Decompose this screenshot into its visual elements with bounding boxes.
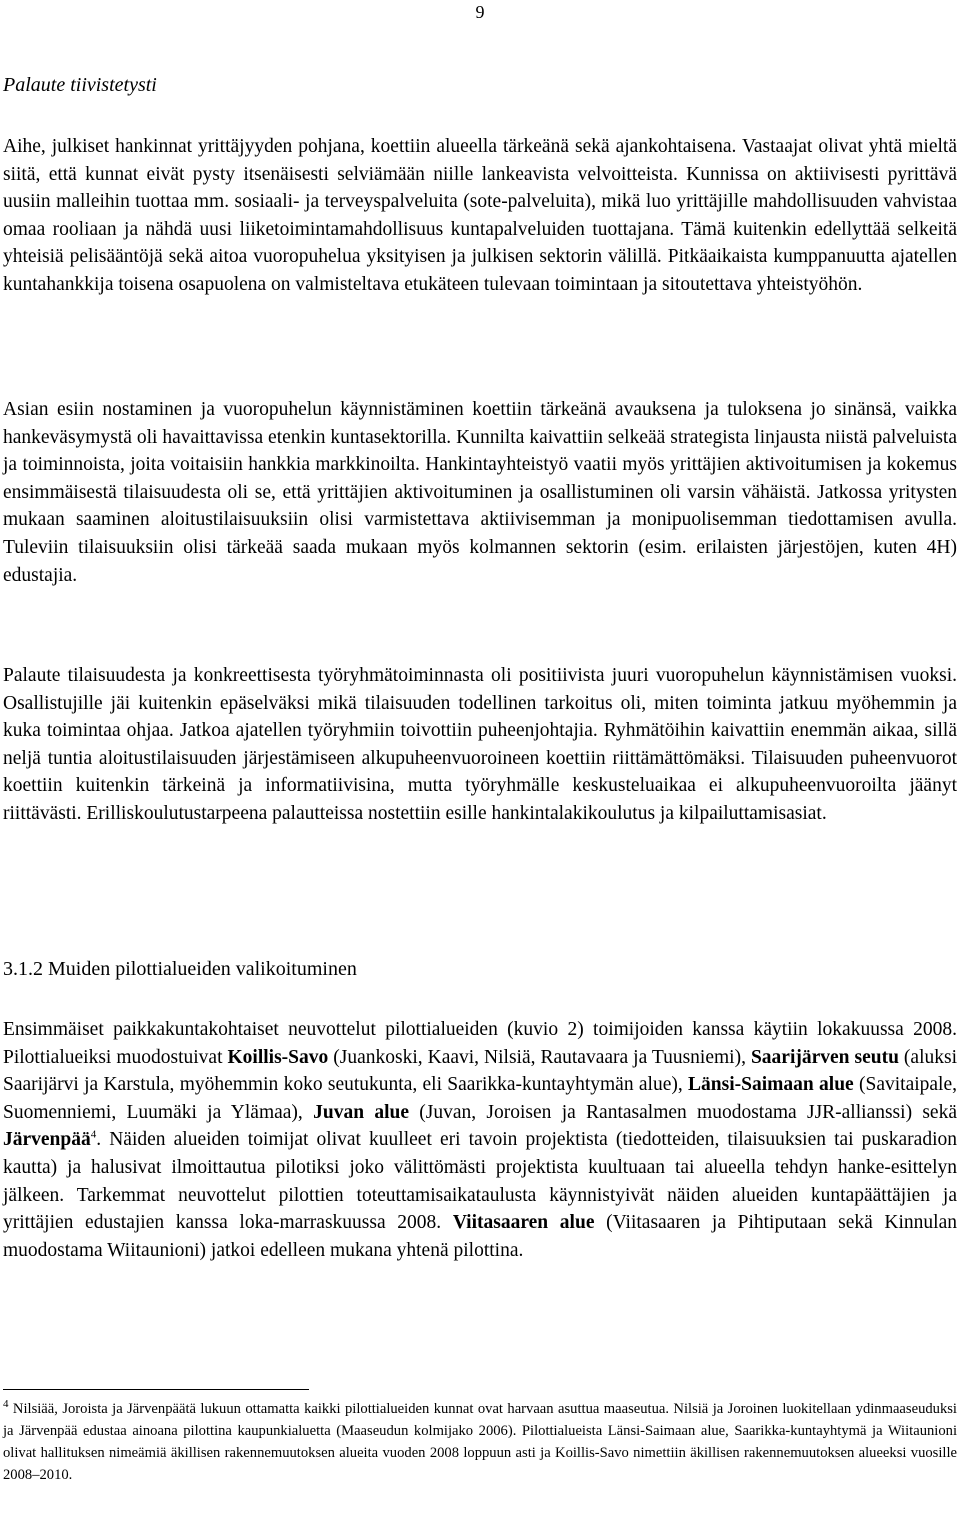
text-run: (Savitaipale, Suomenniemi, Luumäki ja Ylämaa), xyxy=(3,1074,958,1123)
paragraph-workgroup-feedback: Palaute tilaisuudesta ja konkreettisesta työryhmätoiminnasta oli positiivista juuri vuoropuhelun käynnistämisen vuoksi. Osallistujille jäi kuitenkin epäselväksi mikä tilaisuuden todellinen tarkoitus oli, miten toiminta jatkuu myöhemmin ja kuka toimintaa ohjaa. Jatkoa ajatellen työryhmiin toivottiin puheenjohtajia. Ryhmätöihin kaivattiin enemmän aikaa, sillä neljä tuntia aloitustilaisuuden järjestämiseen alkupuheenvuoroineen koettiin riittämättömäksi. Tilaisuuden puheenvuorot koettiin kuitenkin tärkeinä ja informatiivisina, mutta työryhmälle keskusteluaikaa ei alkupuheenvuoroilta jäänyt riittävästi. Erilliskoulutustarpeena palautteissa nostettiin esille hankintalakikoulutus ja kilpailuttamisasiat. xyxy=(3,665,957,824)
paragraph-pilot-areas xyxy=(3,1016,957,1264)
pilot-area-saarijarvi: Saarijärven seutu xyxy=(750,1046,899,1068)
paragraph-feedback-summary: Aihe, julkiset hankinnat yrittäjyyden pohjana, koettiin alueella tärkeänä sekä ajankohtaisena. Vastaajat olivat yhtä mieltä siitä, että kunnat eivät pysty itsenäisesti selviämään niille lankeavista velvoitteista. Kunnissa on aktiivisesti pyrittävä uusiin malleihin tuottaa mm. sosiaali- ja terveyspalveluita (sote-palveluita), mikä luo yrittäjille mahdollisuuden vahvistaa omaa rooliaan ja nähdä uusi liiketoimintamahdollisuus kuntapalveluiden tuottajana. Tämä kuitenkin edellyttää selkeitä yhteisiä pelisääntöjä sekä aitoa vuoropuhelua yksityisen ja julkisen sektorin välillä. Pitkäaikaista kumppanuutta ajatellen kuntahankkija toisena osapuolena on valmisteltava etukäteen tulevaan toimintaan ja sitoutettava yhteistyöhön. xyxy=(3,136,957,295)
pilot-area-jarvenpaa: Järvenpää xyxy=(3,1129,91,1151)
pilot-area-koillis-savo: Koillis-Savo xyxy=(227,1046,329,1068)
pilot-area-juva: Juvan alue xyxy=(313,1101,409,1123)
footnote-mark: 4 xyxy=(3,1398,9,1411)
pilot-area-viitasaari: Viitasaaren alue xyxy=(452,1212,595,1234)
pilot-area-lansi-saimaa: Länsi-Saimaan alue xyxy=(688,1074,854,1096)
text-run: Ensimmäiset paikkakuntakohtaiset neuvottelut pilottialueiden (kuvio 2) toimijoiden kanssa käytiin lokakuussa 2008. Pilottialueiksi muodostuivat xyxy=(3,1019,957,1068)
section-title: Palaute tiivistetysti xyxy=(3,74,157,96)
footnote xyxy=(3,1398,957,1486)
text-run: (Juankoski, Kaavi, Nilsiä, Rautavaara ja Tuusniemi), xyxy=(328,1046,751,1068)
text-run: (aluksi Saarijärvi ja Karstula, myöhemmin koko seutukunta, eli Saarikka-kuntayhtymän alue), xyxy=(3,1046,957,1096)
section-heading: 3.1.2 Muiden pilottialueiden valikoituminen xyxy=(3,958,357,980)
paragraph-dialogue: Asian esiin nostaminen ja vuoropuhelun käynnistäminen koettiin tärkeänä avauksena ja tuloksena jo sinänsä, vaikka hankeväsymystä oli havaittavissa etenkin kuntasektorilla. Kunnilta kaivattiin selkeää strategista linjausta niistä palveluista ja toiminnoista, joita voitaisiin hankkia markkinoilta. Hankintayhteistyö vaatii myös yrittäjien aktivoitumisen ja kokemus ensimmäisestä tilaisuudesta oli se, että yrittäjien aktivoituminen ja osallistuminen oli varsin vähäistä. Jatkossa yritysten mukaan saaminen aloitustilaisuuksiin olisi varmistettava aktiivisemman ja monipuolisemman tiedottamisen avulla. Tuleviin tilaisuuksiin olisi tärkeää saada mukaan myös kolmannen sektorin (esim. erilaisten järjestöjen, kuten 4H) edustajia. xyxy=(3,399,957,586)
text-run: (Viitasaaren ja Pihtiputaan sekä Kinnulan muodostama Wiitaunioni) jatkoi edelleen mukana yhtenä pilottina. xyxy=(3,1212,957,1261)
text-run: . Näiden alueiden toimijat olivat kuulleet eri tavoin projektista (tiedotteiden, tilaisuuksien tai puskaradion kautta) ja halusivat ilmoittautua pilotiksi joko välittömästi projektista kuultuaan tai alueella tehdyn hanke-esittelyn jälkeen. Tarkemmat neuvottelut pilottien toteuttamisaikataulusta käynnistyivät näiden alueiden kuntapäättäjien ja yrittäjien edustajien kanssa loka-marraskuussa 2008. xyxy=(3,1129,957,1234)
footnote-reference: 4 xyxy=(90,1128,97,1141)
footnote-text: Nilsiää, Joroista ja Järvenpäätä lukuun ottamatta kaikki pilottialueiden kunnat ovat harvaan asuttua maaseutua. Nilsiä ja Joroinen luokitellaan ydinmaaseuduksi ja Järvenpää edustaa ainoana pilottina kaupunkialuetta (Maaseudun kolmijako 2006). Pilottialueista Länsi-Saimaan alue, Saarikka-kuntayhtymä ja Wiitaunioni olivat hallituksen nimeämiä äkillisen rakennemuutoksen alueita vuoden 2008 loppuun asti ja Koillis-Savo nimettiin äkillisen rakennemuutoksen alueeksi vuosille 2008–2010. xyxy=(3,1401,957,1483)
page-number: 9 xyxy=(475,2,485,22)
footnote-divider xyxy=(3,1389,309,1390)
text-run: (Juvan, Joroisen ja Rantasalmen muodostama JJR-allianssi) sekä xyxy=(408,1101,957,1123)
